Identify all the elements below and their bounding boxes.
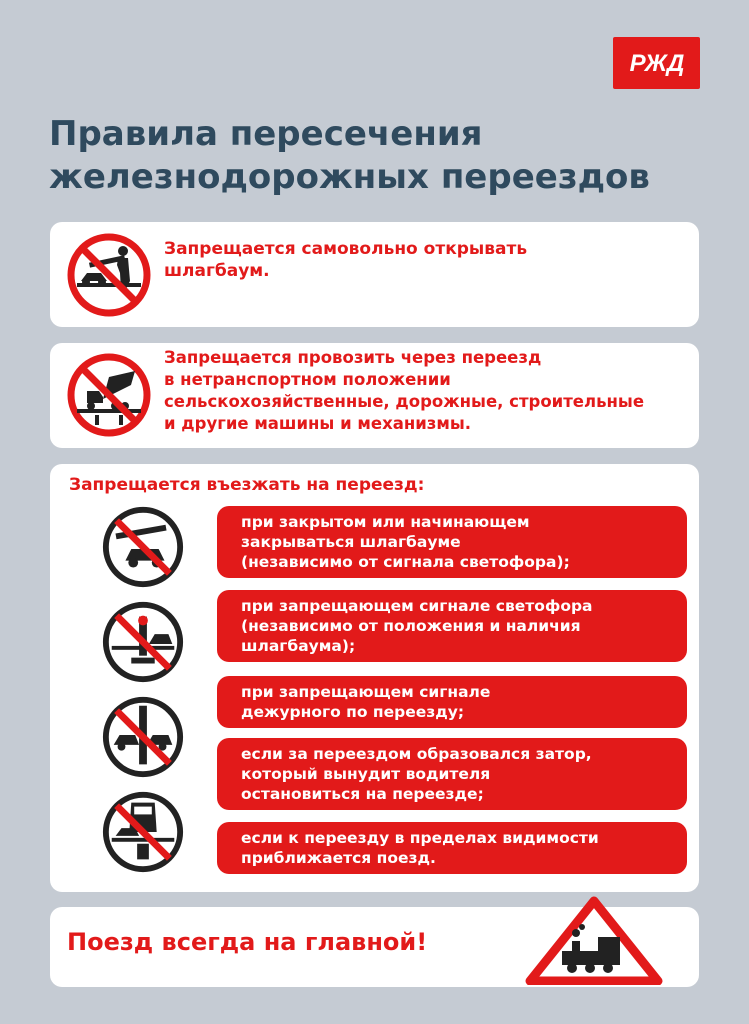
entry-rule-line: при запрещающем сигнале светофора <box>241 597 593 615</box>
page-title-line2: железнодорожных переездов <box>49 157 650 197</box>
slogan-text: Поезд всегда на главной! <box>67 928 428 956</box>
entry-rule-line: дежурного по переезду; <box>241 703 465 721</box>
page-title <box>49 113 689 199</box>
rule-card-barrier <box>50 222 699 327</box>
rule-card-machinery <box>50 343 699 448</box>
page-title-line1: Правила пересечения <box>49 114 483 154</box>
no-entry-traffic-jam-icon <box>100 694 186 780</box>
slogan-card <box>50 907 699 987</box>
rule-text-line: и другие машины и механизмы. <box>164 414 472 433</box>
entry-rule-line: который вынудит водителя <box>241 765 491 783</box>
rule-text-line: Запрещается провозить через переезд <box>164 348 542 367</box>
entry-rule-line: приближается поезд. <box>241 849 436 867</box>
entry-rule-item <box>217 506 687 578</box>
rzd-logo <box>613 37 700 89</box>
entry-rule-line: (независимо от сигнала светофора); <box>241 553 570 571</box>
entry-rule-line: при запрещающем сигнале <box>241 683 491 701</box>
entry-heading: Запрещается въезжать на переезд: <box>69 475 425 495</box>
rule-text-line: Запрещается самовольно открывать <box>164 239 528 259</box>
railway-crossing-warning-sign-icon <box>524 895 664 985</box>
no-open-barrier-icon <box>65 231 153 319</box>
entry-rule-line: при закрытом или начинающем <box>241 513 530 531</box>
svg-text:РЖД: РЖД <box>629 50 684 77</box>
rule-text-line: в нетранспортном положении <box>164 370 451 389</box>
entry-rule-line: шлагбаума); <box>241 637 356 655</box>
no-machinery-icon <box>65 351 153 439</box>
rule-card-entry <box>50 464 699 892</box>
rule-text <box>164 238 684 282</box>
entry-rule-item <box>217 738 687 810</box>
entry-rule-line: закрываться шлагбауме <box>241 533 461 551</box>
rule-text <box>164 347 694 435</box>
no-entry-closed-barrier-icon <box>100 504 186 590</box>
entry-rule-item <box>217 590 687 662</box>
entry-rule-line: если за переездом образовался затор, <box>241 745 592 763</box>
entry-rule-item <box>217 822 687 874</box>
entry-rule-line: (независимо от положения и наличия <box>241 617 581 635</box>
entry-rule-line: остановиться на переезде; <box>241 785 484 803</box>
rule-text-line: сельскохозяйственные, дорожные, строительные <box>164 392 645 411</box>
no-entry-traffic-signal-icon <box>100 599 186 685</box>
rule-text-line: шлагбаум. <box>164 261 270 281</box>
entry-rule-line: если к переезду в пределах видимости <box>241 829 599 847</box>
no-entry-approaching-train-icon <box>100 789 186 875</box>
rzd-logo-icon <box>622 48 692 78</box>
entry-rule-item <box>217 676 687 728</box>
